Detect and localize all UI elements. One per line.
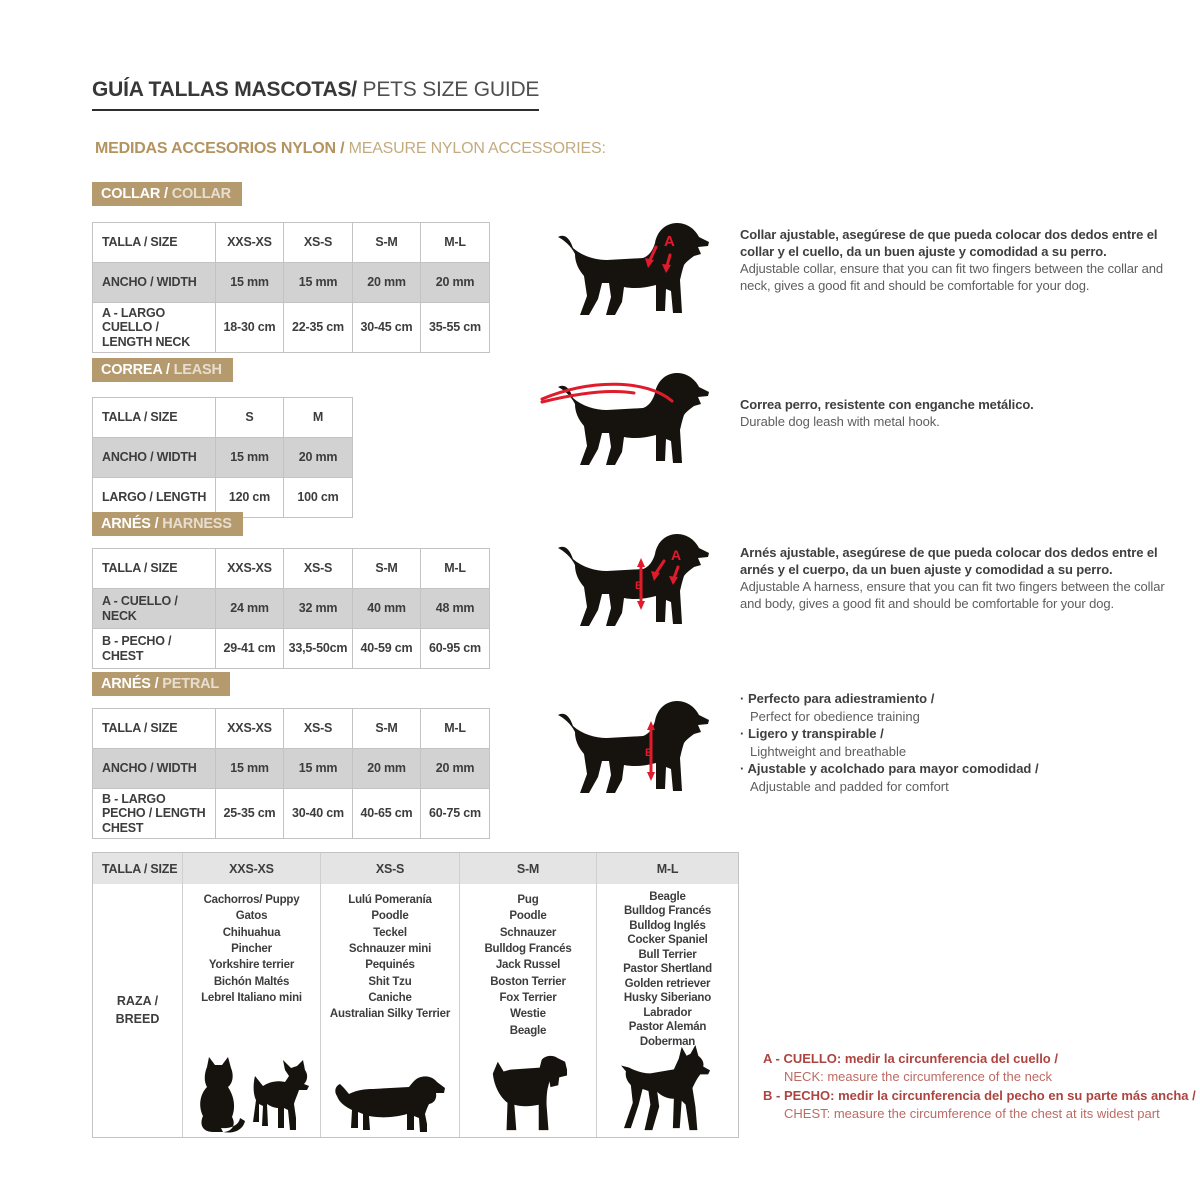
table-value-cell: 60-95 cm (421, 629, 490, 669)
table-header-cell: TALLA / SIZE (93, 709, 216, 749)
table-row-label: ANCHO / WIDTH (93, 263, 216, 303)
table-header-cell: M-L (421, 223, 490, 263)
table-value-cell: 20 mm (353, 749, 421, 789)
breed-header-m-l: M-L (656, 861, 679, 876)
table-value-cell: 30-45 cm (353, 303, 421, 353)
table-header-row (93, 398, 353, 438)
breed-item: Australian Silky Terrier (329, 1008, 451, 1021)
breed-header-xxs-xs: XXS-XS (183, 853, 321, 884)
breed-item: Gatos (235, 910, 268, 923)
leash-section-badge (92, 358, 233, 382)
breed-item: Lebrel Italiano mini (201, 991, 302, 1004)
breed-item: Husky Siberiano (623, 992, 712, 1005)
breed-cell-xxs-xs (183, 884, 321, 1137)
cat-and-chihuahua-silhouettes (191, 1052, 313, 1134)
breed-row-label-line2: BREED (115, 1011, 160, 1026)
table-header-cell: XS-S (284, 549, 353, 589)
table-header-row (93, 709, 490, 749)
breed-item: Beagle (649, 891, 686, 903)
page-title (92, 78, 539, 111)
subtitle-es: MEDIDAS ACCESORIOS NYLON / (95, 140, 349, 157)
harness-badge-en: HARNESS (162, 516, 232, 532)
harness-section-badge (92, 512, 243, 536)
page-title-en: PETS SIZE GUIDE (356, 78, 540, 101)
feature-bullet-es: · Ligero y transpirable / (740, 726, 884, 742)
svg-text:B: B (645, 747, 653, 759)
harness-dog-illustration (540, 530, 720, 630)
breed-table-header (93, 853, 738, 884)
feature-bullet-en: Perfect for obedience training (750, 708, 920, 724)
breed-item: Bull Terrier (638, 948, 697, 961)
breed-item: Bichón Maltés (213, 975, 290, 988)
table-value-cell: 15 mm (284, 749, 353, 789)
breed-item: Poodle (371, 910, 409, 923)
table-value-cell: 32 mm (284, 589, 353, 629)
petral-size-table (92, 708, 490, 839)
feature-bullet (740, 725, 1180, 760)
breed-item: Yorkshire terrier (208, 959, 295, 972)
table-value-cell: 15 mm (216, 749, 284, 789)
breed-item: Poodle (509, 910, 547, 923)
breed-item: Doberman (639, 1035, 696, 1048)
table-row (93, 303, 490, 353)
breed-item: Golden retriever (624, 977, 711, 990)
table-value-cell: 33,5-50cm (284, 629, 353, 669)
table-value-cell: 15 mm (216, 263, 284, 303)
breed-row-label-line1: RAZA / (116, 994, 159, 1008)
chest-note-en: CHEST: measure the circumference of the chest at its widest part (784, 1106, 1160, 1122)
table-row (93, 589, 490, 629)
measuring-notes (763, 1050, 1200, 1124)
leash-desc-es: Correa perro, resistente con enganche metálico. (740, 397, 1034, 412)
collar-badge-en: COLLAR (171, 186, 231, 202)
subtitle-en: MEASURE NYLON ACCESSORIES: (348, 140, 606, 157)
table-row (93, 749, 490, 789)
table-header-row (93, 549, 490, 589)
dog-silhouette (558, 223, 709, 315)
table-row-label: B - PECHO / CHEST (93, 629, 216, 669)
table-value-cell: 48 mm (421, 589, 490, 629)
table-header-row (93, 223, 490, 263)
table-header-cell: S (216, 398, 284, 438)
breed-item: Lulú Pomeranía (348, 894, 432, 906)
breed-table-body (93, 884, 738, 1137)
collar-dog-illustration (540, 219, 720, 319)
table-value-cell: 120 cm (216, 478, 284, 518)
leash-dog-illustration (540, 369, 720, 469)
breed-item: Fox Terrier (499, 991, 557, 1004)
table-value-cell: 25-35 cm (216, 789, 284, 839)
table-header-cell: M-L (421, 549, 490, 589)
breed-list-m-l (623, 884, 712, 1049)
schnauzer-silhouette (484, 1054, 572, 1134)
breed-item: Cocker Spaniel (627, 934, 708, 947)
breed-item: Cachorros/ Puppy (203, 894, 300, 906)
table-row (93, 263, 490, 303)
table-header-cell: XS-S (284, 223, 353, 263)
table-header-cell: S-M (353, 549, 421, 589)
subtitle (95, 140, 606, 158)
neck-note (763, 1050, 1200, 1087)
breed-item: Caniche (368, 991, 412, 1004)
table-row (93, 438, 353, 478)
collar-badge-es: COLLAR / (101, 186, 172, 202)
table-value-cell: 100 cm (284, 478, 353, 518)
table-header-cell: XXS-XS (216, 549, 284, 589)
table-header-cell: TALLA / SIZE (93, 398, 216, 438)
petral-badge-en: PETRAL (162, 676, 220, 692)
table-value-cell: 24 mm (216, 589, 284, 629)
harness-desc-en: Adjustable A harness, ensure that you can fit two fingers between the collar and body, gives a good fit and should be comfortable for your dog. (740, 579, 1165, 612)
svg-text:A: A (664, 233, 675, 250)
feature-bullet-es: · Ajustable y acolchado para mayor comodidad / (740, 761, 1039, 777)
breed-cell-xs-s (321, 884, 460, 1137)
breed-item: Schnauzer mini (348, 942, 432, 955)
chest-note-es: B - PECHO: medir la circunferencia del pecho en su parte más ancha / (763, 1087, 1196, 1103)
table-value-cell: 29-41 cm (216, 629, 284, 669)
breed-item: Shit Tzu (368, 975, 412, 988)
petral-section-badge (92, 672, 230, 696)
collar-section-badge (92, 182, 242, 206)
breed-item: Pincher (231, 942, 272, 955)
table-row-label: A - CUELLO / NECK (93, 589, 216, 629)
table-header-cell: TALLA / SIZE (93, 223, 216, 263)
breed-item: Schnauzer (499, 926, 557, 939)
table-row (93, 789, 490, 839)
leash-desc-en: Durable dog leash with metal hook. (740, 414, 940, 430)
table-header-cell: S-M (353, 223, 421, 263)
chihuahua-silhouette (253, 1060, 309, 1130)
breed-header-size: TALLA / SIZE (93, 853, 183, 884)
dachshund-silhouette (333, 1072, 448, 1134)
breed-item: Pastor Shertland (623, 963, 712, 976)
breed-item: Pastor Alemán (628, 1021, 707, 1034)
table-header-cell: XXS-XS (216, 223, 284, 263)
table-row-label: B - LARGO PECHO / LENGTH CHEST (93, 789, 216, 839)
petral-badge-es: ARNÉS / (101, 676, 163, 692)
breed-row-label (93, 884, 183, 1137)
table-header-cell: S-M (353, 709, 421, 749)
table-header-cell: XS-S (284, 709, 353, 749)
petral-feature-list (740, 690, 1180, 795)
table-value-cell: 40 mm (353, 589, 421, 629)
harness-size-table (92, 548, 490, 669)
breed-cell-s-m (460, 884, 597, 1137)
leash-badge-es: CORREA / (101, 362, 174, 378)
collar-size-table (92, 222, 490, 353)
breed-item: Bulldog Francés (484, 942, 572, 955)
breed-item: Labrador (643, 1006, 692, 1019)
breed-list-xxs-xs (201, 884, 302, 1006)
table-value-cell: 20 mm (284, 438, 353, 478)
table-value-cell: 15 mm (284, 263, 353, 303)
breed-cell-m-l (597, 884, 738, 1137)
breed-item: Chihuahua (222, 926, 281, 939)
table-row-label: ANCHO / WIDTH (93, 749, 216, 789)
table-value-cell: 40-59 cm (353, 629, 421, 669)
breed-item: Bulldog Inglés (629, 919, 706, 932)
breed-item: Boston Terrier (490, 975, 566, 988)
collar-desc-en: Adjustable collar, ensure that you can fit two fingers between the collar and neck, gives a good fit and should be comfortable for your dog. (740, 261, 1164, 294)
dog-silhouette (558, 701, 709, 793)
dog-silhouette (558, 534, 709, 626)
feature-bullet (740, 760, 1180, 795)
table-row-label: LARGO / LENGTH (93, 478, 216, 518)
breed-item: Beagle (509, 1024, 547, 1037)
collar-desc-es: Collar ajustable, asegúrese de que pueda colocar dos dedos entre el collar y el cuello, da un buen ajuste y comodidad a su perro. (740, 227, 1158, 260)
table-value-cell: 35-55 cm (421, 303, 490, 353)
leash-description (740, 396, 1172, 430)
feature-bullet-en: Adjustable and padded for comfort (750, 778, 949, 794)
table-header-cell: TALLA / SIZE (93, 549, 216, 589)
table-value-cell: 40-65 cm (353, 789, 421, 839)
table-row (93, 629, 490, 669)
breed-item: Bulldog Francés (623, 905, 712, 918)
feature-bullet (740, 690, 1180, 725)
feature-bullet-es: · Perfecto para adiestramiento / (740, 691, 935, 706)
doberman-silhouette (619, 1044, 717, 1134)
table-header-cell: M-L (421, 709, 490, 749)
breed-table (92, 852, 739, 1138)
breed-item: Pug (517, 894, 539, 906)
page-title-es: GUÍA TALLAS MASCOTAS/ (92, 78, 357, 101)
breed-item: Jack Russel (495, 959, 561, 972)
breed-list-s-m (484, 884, 571, 1039)
table-value-cell: 60-75 cm (421, 789, 490, 839)
collar-description (740, 226, 1172, 295)
harness-desc-es: Arnés ajustable, asegúrese de que pueda colocar dos dedos entre el arnés y el cuerpo, da un buen ajuste y comodidad a su perro. (740, 545, 1158, 578)
leash-badge-en: LEASH (173, 362, 222, 378)
breed-list-xs-s (330, 884, 450, 1023)
svg-text:B: B (635, 580, 643, 592)
table-value-cell: 18-30 cm (216, 303, 284, 353)
neck-note-en: NECK: measure the circumference of the neck (784, 1069, 1053, 1085)
harness-badge-es: ARNÉS / (101, 516, 163, 532)
feature-bullet-en: Lightweight and breathable (750, 743, 907, 759)
neck-note-es: A - CUELLO: medir la circunferencia del cuello / (763, 1051, 1058, 1066)
chest-note (763, 1087, 1200, 1124)
petral-dog-illustration (540, 697, 720, 797)
table-value-cell: 30-40 cm (284, 789, 353, 839)
breed-header-s-m: S-M (460, 853, 597, 884)
table-value-cell: 20 mm (421, 263, 490, 303)
svg-text:A: A (671, 547, 682, 563)
table-value-cell: 20 mm (353, 263, 421, 303)
table-value-cell: 22-35 cm (284, 303, 353, 353)
breed-item: Teckel (373, 926, 407, 939)
table-value-cell: 15 mm (216, 438, 284, 478)
leash-size-table (92, 397, 353, 518)
table-value-cell: 20 mm (421, 749, 490, 789)
breed-item: Pequinés (365, 959, 415, 972)
cat-silhouette (200, 1057, 245, 1133)
table-row-label: A - LARGO CUELLO / LENGTH NECK (93, 303, 216, 353)
table-header-cell: XXS-XS (216, 709, 284, 749)
breed-header-xs-s: XS-S (321, 853, 460, 884)
table-row-label: ANCHO / WIDTH (93, 438, 216, 478)
table-header-cell: M (284, 398, 353, 438)
breed-item: Westie (510, 1008, 546, 1021)
harness-description (740, 544, 1172, 613)
